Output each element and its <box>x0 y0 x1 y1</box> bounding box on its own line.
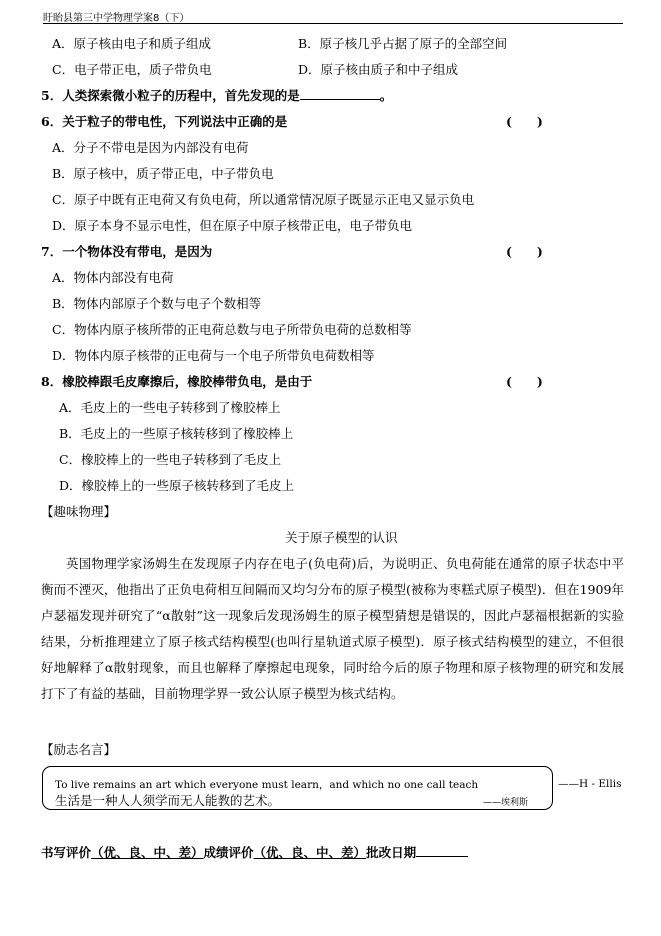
evaluation-score-grades[interactable]: （优、良、中、差） <box>253 845 367 860</box>
q6-option-c: C．原子中既有正电荷又有负电荷，所以通常情况原子既显示正电又显示负电 <box>52 192 475 207</box>
q4-option-b: B．原子核几乎占据了原子的全部空间 <box>298 36 508 51</box>
question-7-answer-paren[interactable]: ( ) <box>506 244 543 259</box>
q4-option-d: D．原子核由质子和中子组成 <box>298 62 459 77</box>
date-blank[interactable] <box>416 844 468 857</box>
header-rule <box>43 23 623 24</box>
q4-option-a: A．原子核由电子和质子组成 <box>52 36 212 51</box>
question-5-text: 5．人类探索微小粒子的历程中，首先发现的是 <box>41 88 300 103</box>
question-8-answer-paren[interactable]: ( ) <box>506 374 543 389</box>
answer-blank[interactable] <box>300 87 380 100</box>
q4-option-c: C．电子带正电，质子带负电 <box>52 62 212 77</box>
fun-physics-label: 【趣味物理】 <box>41 504 117 519</box>
q7-option-a: A．物体内部没有电荷 <box>52 270 174 285</box>
evaluation-writing-label: 书写评价 <box>41 845 92 860</box>
q8-option-b: B．毛皮上的一些原子核转移到了橡胶棒上 <box>59 426 294 441</box>
q6-option-a: A．分子不带电是因为内部没有电荷 <box>52 140 249 155</box>
page-header: 盱眙县第三中学物理学案8（下） <box>43 13 190 24</box>
evaluation-line <box>41 843 468 861</box>
q7-option-b: B．物体内部原子个数与电子个数相等 <box>52 296 262 311</box>
question-5 <box>41 86 392 104</box>
q8-option-c: C．橡胶棒上的一些电子转移到了毛皮上 <box>59 452 282 467</box>
q7-option-c: C．物体内原子核所带的正电荷总数与电子所带负电荷的总数相等 <box>52 322 412 337</box>
quote-author-en: ——H - Ellis <box>558 778 622 790</box>
fun-physics-title: 关于原子模型的认识 <box>285 530 398 545</box>
question-5-end: 。 <box>379 88 393 103</box>
quote-author-cn: ——埃利斯 <box>483 798 529 808</box>
evaluation-writing-grades[interactable]: （优、良、中、差） <box>91 845 204 860</box>
question-6-answer-paren[interactable]: ( ) <box>506 114 543 129</box>
quote-english: To live remains an art which everyone must learn，and which no one call teach <box>55 779 479 791</box>
fun-physics-paragraph: 英国物理学家汤姆生在发现原子内存在电子(负电荷)后，为说明正、负电荷能在通常的原子状态中平衡而不湮灭，他指出了正负电荷相互间隔而又均匀分布的原子模型(被称为枣糕式原子模型)．但在1909年卢瑟福发现并研究了“α散射”这一现象后发现汤姆生的原子模型猜想是错误的，因此卢瑟福根据新的实验结果，分析推理建立了原子核式结构模型(也叫行星轨道式原子模型)．原子核式结构模型的建立，不但很好地解释了α散射现象，而且也解释了摩擦起电现象，同时给今后的原子物理和原子核物理的研究和发展打下了有益的基础，目前物理学界一致公认原子模型为核式结构。 <box>41 556 624 701</box>
evaluation-score-label: 成绩评价 <box>203 845 254 860</box>
q6-option-b: B．原子核中，质子带正电，中子带负电 <box>52 166 274 181</box>
quote-chinese: 生活是一种人人须学而无人能教的艺术。 <box>55 793 281 808</box>
quote-box <box>42 766 553 810</box>
evaluation-date-label: 批改日期 <box>366 845 417 860</box>
q7-option-d: D．物体内原子核带的正电荷与一个电子所带负电荷数相等 <box>52 348 375 363</box>
question-7-stem: 7．一个物体没有带电，是因为 <box>41 244 213 259</box>
q8-option-d: D．橡胶棒上的一些原子核转移到了毛皮上 <box>59 478 295 493</box>
q8-option-a: A．毛皮上的一些电子转移到了橡胶棒上 <box>59 400 281 415</box>
motto-label: 【励志名言】 <box>41 742 117 757</box>
q6-option-d: D．原子本身不显示电性，但在原子中原子核带正电，电子带负电 <box>52 218 413 233</box>
question-6-stem: 6．关于粒子的带电性，下列说法中正确的是 <box>41 114 288 129</box>
question-8-stem: 8．橡胶棒跟毛皮摩擦后，橡胶棒带负电，是由于 <box>41 374 313 389</box>
